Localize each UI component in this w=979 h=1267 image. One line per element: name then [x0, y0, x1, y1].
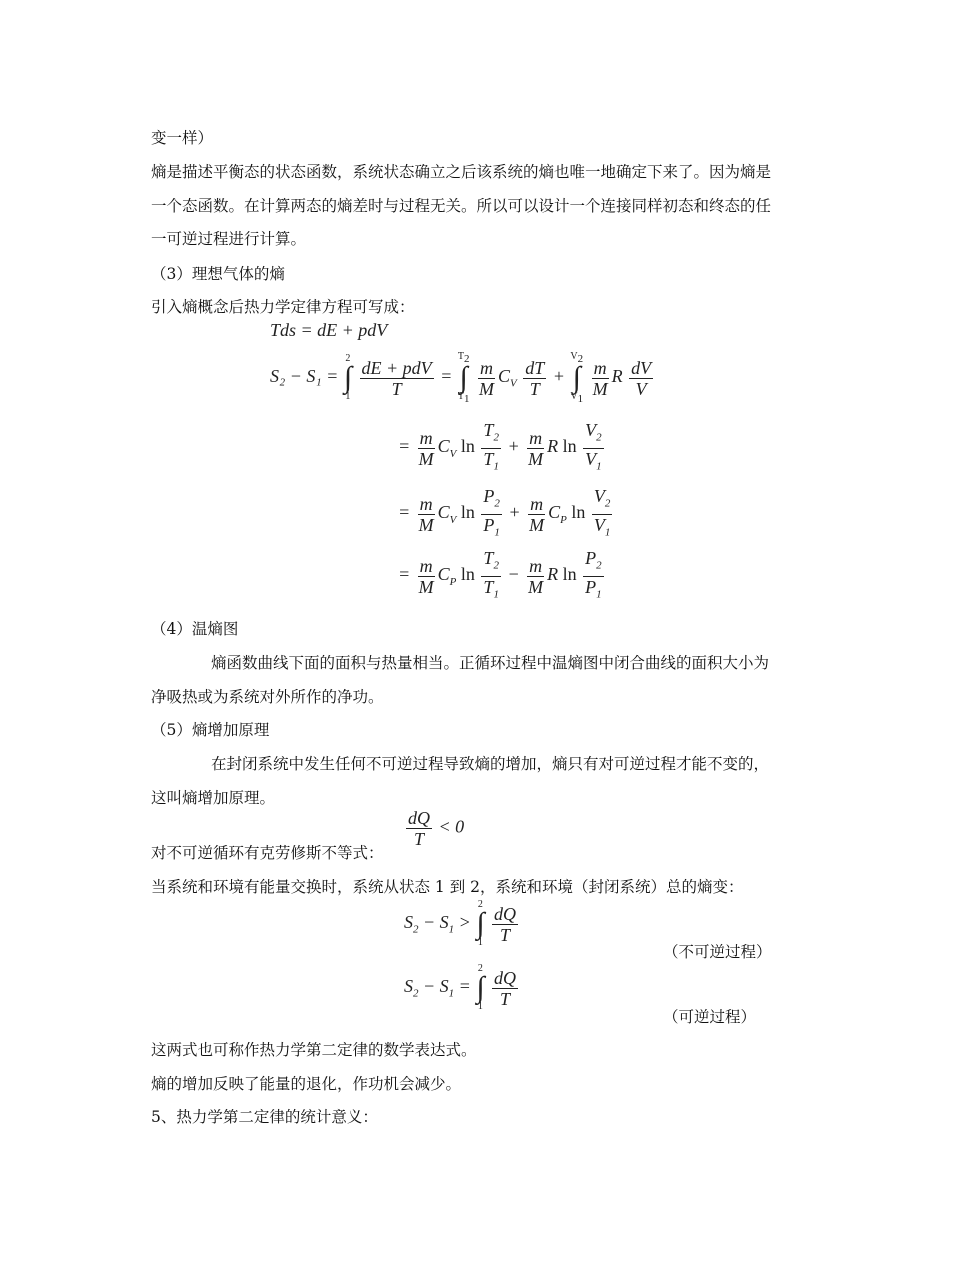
section-heading: （5）熵增加原理 [151, 721, 270, 739]
equation-lhs: S₂ − S₁ = [270, 366, 339, 387]
section-heading: 5、热力学第二定律的统计意义： [151, 1108, 378, 1126]
equation-reversible: $S_2 - S_1$ = 2 ∫ 1 $\frac{dQ}{T}$ [404, 963, 517, 1012]
paragraph: 熵的增加反映了能量的退化，作功机会减少。 [151, 1075, 462, 1093]
paragraph: 变一样） [151, 129, 214, 147]
section-heading: （4）温熵图 [151, 620, 239, 638]
paragraph: 一个态函数。在计算两态的熵差时与过程无关。所以可以设计一个连接同样初态和终态的任 [151, 197, 772, 215]
paragraph: 熵函数曲线下面的面积与热量相当。正循环过程中温熵图中闭合曲线的面积大小为 [211, 654, 770, 672]
paragraph: 引入熵概念后热力学定律方程可写成： [151, 298, 415, 316]
equation-tds: Tds = dE + pdV [270, 320, 388, 340]
paragraph: 在封闭系统中发生任何不可逆过程导致熵的增加，熵只有对可逆过程才能不变的， [211, 755, 770, 773]
equation-irreversible: $S_2 - S_1$ > 2 ∫ 1 $\frac{dQ}{T}$ [404, 899, 517, 948]
paragraph: 当系统和环境有能量交换时，系统从状态 1 到 2，系统和环境（封闭系统）总的熵变： [151, 878, 744, 896]
paragraph: 这两式也可称作热力学第二定律的数学表达式。 [151, 1041, 477, 1059]
inequality-rhs: < 0 [438, 816, 465, 837]
equation-line-2: = $\frac{m}{M}$ $C_V$ ln $\frac{T_2}{T_1}$ + $\frac{m}{M}$ R ln $\frac{V_2}{V_1}$ [398, 420, 602, 473]
equation-line-4: = $\frac{m}{M}$ $C_P$ ln $\frac{T_2}{T_1}$ − $\frac{m}{M}$ R ln $\frac{P_2}{P_1}$ [398, 548, 602, 601]
paragraph: 对不可逆循环有克劳修斯不等式： [151, 844, 384, 862]
paragraph: 这叫熵增加原理。 [151, 789, 276, 807]
paragraph: 净吸热或为系统对外所作的净功。 [151, 688, 384, 706]
paragraph: 熵是描述平衡态的状态函数，系统状态确立之后该系统的熵也唯一地确定下来了。因为熵是 [151, 163, 772, 181]
section-heading: （3）理想气体的熵 [151, 265, 285, 283]
note-irreversible: （不可逆过程） [663, 943, 772, 961]
clausius-inequality: $\frac{dQ}{T}$ < 0 [408, 808, 465, 849]
note-reversible: （可逆过程） [663, 1008, 757, 1026]
paragraph: 一可逆过程进行计算。 [151, 230, 307, 248]
equation-line-3: = $\frac{m}{M}$ $C_V$ ln $\frac{P_2}{P_1}$ + $\frac{m}{M}$ $C_P$ ln $\frac{V_2}{V_1}$ [398, 486, 611, 539]
equation-entropy-integral: S₂ − S₁ = 2 ∫ 1 $\frac{\text{dE + pdV}}{T}$ = $T_2$ ∫ $T_1$ $\frac{m}{M}$ $C_V$ $\frac{dT}{T}$ + $V_2$ ∫ $V_1$ $\frac{m}{M}$ R $\frac{dV}{V}$ [270, 351, 652, 405]
